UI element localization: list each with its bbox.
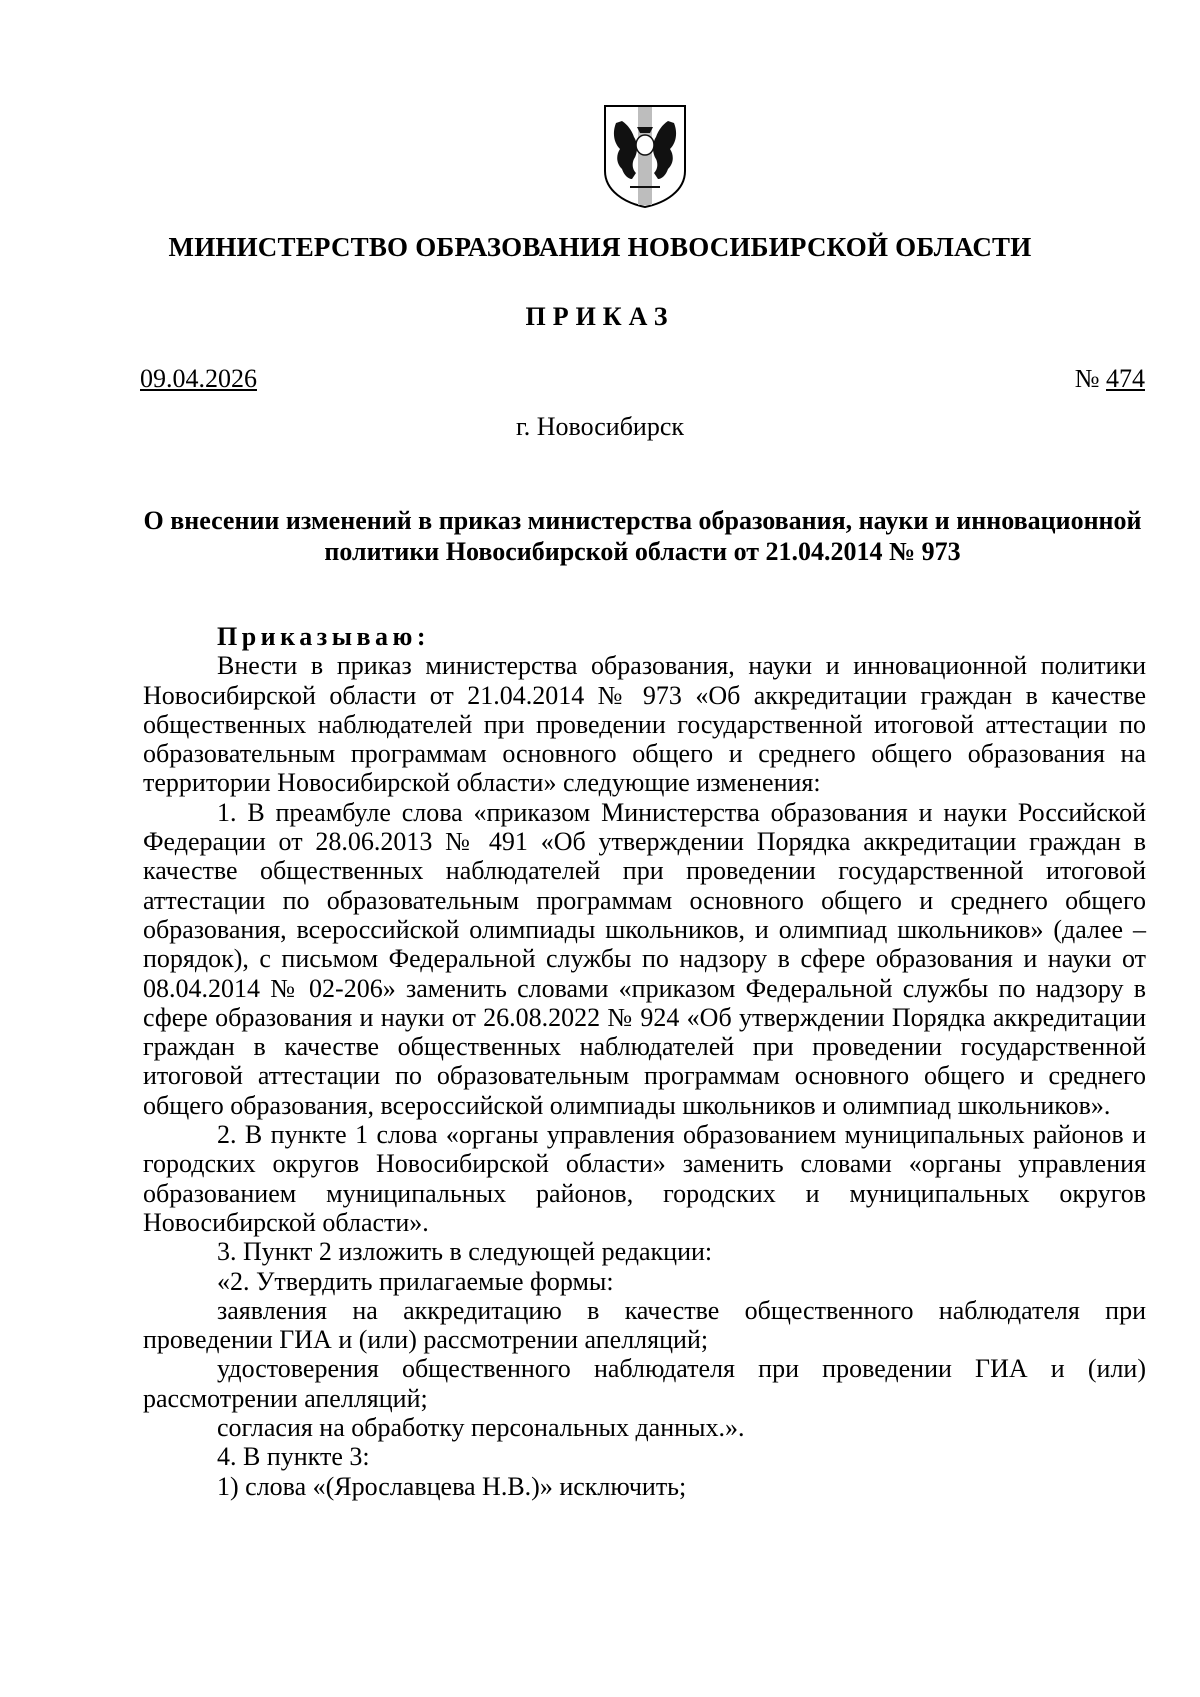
paragraph: согласия на обработку персональных данных.».	[217, 1413, 745, 1443]
paragraph: 3. Пункт 2 изложить в следующей редакции:	[217, 1237, 713, 1267]
coat-of-arms-icon	[602, 103, 688, 209]
paragraph: 1. В преамбуле слова «приказом Министерства образования и науки Российской Федерации от 28.06.2013 № 491 «Об утверждении Порядка аккредитации граждан в качестве общественных наблюдателей при проведении государственной итоговой аттестации по образовательным программам основного общего и среднего общего образования, всероссийской олимпиады школьников, и олимпиад школьников» (далее – порядок), с письмом Федеральной службы по надзору в сфере образования и науки от 08.04.2014 № 02-206» заменить словами «приказом Федеральной службы по надзору в сфере образования и науки от 26.08.2022 № 924 «Об утверждении Порядка аккредитации граждан в качестве общественных наблюдателей при проведении государственной итоговой аттестации по образовательным программам основного общего и среднего общего образования, всероссийской олимпиады школьников и олимпиад школьников».	[143, 797, 1146, 1120]
paragraph: «2. Утвердить прилагаемые формы:	[217, 1266, 614, 1296]
order-body	[143, 622, 1146, 1501]
number-value: 474	[1106, 364, 1145, 393]
city: г. Новосибирск	[515, 412, 685, 441]
paragraph: 1) слова «(Ярославцева Н.В.)» исключить;	[217, 1471, 687, 1501]
paragraph: заявления на аккредитацию в качестве общественного наблюдателя при проведении ГИА и (или) рассмотрении апелляций;	[143, 1295, 1146, 1355]
ministry-name: МИНИСТЕРСТВО ОБРАЗОВАНИЯ НОВОСИБИРСКОЙ ОБЛАСТИ	[168, 232, 1032, 262]
paragraph: 2. В пункте 1 слова «органы управления образованием муниципальных районов и городских округов Новосибирской области» заменить словами «органы управления образованием муниципальных районов, городских и муниципальных округов Новосибирской области».	[143, 1120, 1146, 1237]
decree-heading: Приказываю:	[217, 622, 431, 651]
order-number	[1075, 364, 1145, 394]
paragraph: Внести в приказ министерства образования, науки и инновационной политики Новосибирской области от 21.04.2014 № 973 «Об аккредитации граждан в качестве общественных наблюдателей при проведении государственной итоговой аттестации по образовательным программам основного общего и среднего общего образования на территории Новосибирской области» следующие изменения:	[143, 651, 1146, 798]
order-subject: О внесении изменений в приказ министерства образования, науки и инновационной политики Новосибирской области от 21.04.2014 № 973	[143, 506, 1142, 566]
paragraph: удостоверения общественного наблюдателя при проведении ГИА и (или) рассмотрении апелляций;	[143, 1354, 1146, 1413]
order-date: 09.04.2026	[140, 364, 257, 393]
document-type: ПРИКАЗ	[525, 302, 675, 331]
number-sign: №	[1074, 364, 1100, 393]
paragraph: 4. В пункте 3:	[217, 1442, 370, 1472]
